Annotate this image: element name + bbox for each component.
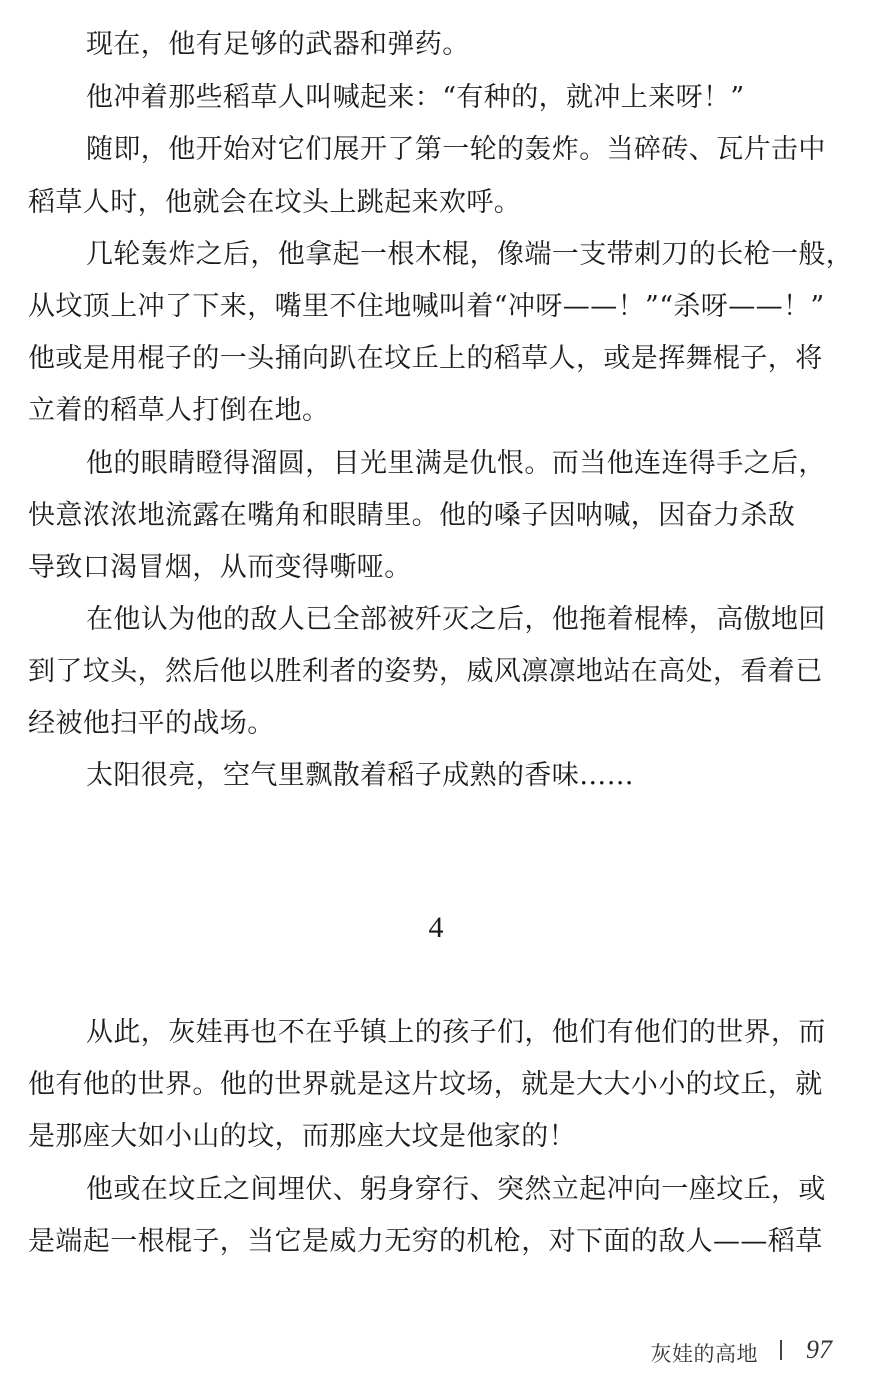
text-line: 他或是用棍子的一头捅向趴在坟丘上的稻草人，或是挥舞棍子，将 (28, 343, 823, 374)
page-number: 97 (806, 1335, 832, 1364)
text-line: 他的眼睛瞪得溜圆，目光里满是仇恨。而当他连连得手之后， (86, 448, 826, 479)
footer-separator (780, 1340, 782, 1360)
text-line: 到了坟头，然后他以胜利者的姿势，威风凛凛地站在高处，看着已 (28, 656, 823, 687)
text-line: 从坟顶上冲了下来，嘴里不住地喊叫着“冲呀——！”“杀呀——！” (28, 291, 825, 322)
page-footer (651, 1330, 833, 1370)
text-line: 他冲着那些稻草人叫喊起来：“有种的，就冲上来呀！” (86, 82, 745, 113)
text-line: 快意浓浓地流露在嘴角和眼睛里。他的嗓子因呐喊，因奋力杀敌 (28, 500, 796, 531)
text-line: 经被他扫平的战场。 (28, 708, 275, 739)
text-line: 太阳很亮，空气里飘散着稻子成熟的香味…… (86, 760, 634, 791)
text-line: 是那座大如小山的坟，而那座大坟是他家的！ (28, 1121, 576, 1152)
text-line: 立着的稻草人打倒在地。 (28, 395, 330, 426)
text-line: 随即，他开始对它们展开了第一轮的轰炸。当碎砖、瓦片击中 (86, 134, 826, 165)
chapter-number: 4 (428, 911, 444, 944)
text-line: 他有他的世界。他的世界就是这片坟场，就是大大小小的坟丘，就 (28, 1069, 823, 1100)
text-line: 他或在坟丘之间埋伏、躬身穿行、突然立起冲向一座坟丘，或 (86, 1174, 826, 1205)
text-line: 在他认为他的敌人已全部被歼灭之后，他拖着棍棒，高傲地回 (86, 604, 826, 635)
text-line: 现在，他有足够的武器和弹药。 (86, 29, 470, 60)
text-line: 从此，灰娃再也不在乎镇上的孩子们，他们有他们的世界，而 (86, 1017, 826, 1048)
text-line: 是端起一根棍子，当它是威力无穷的机枪，对下面的敌人——稻草 (28, 1226, 823, 1257)
text-line: 几轮轰炸之后，他拿起一根木棍，像端一支带刺刀的长枪一般， (86, 239, 854, 270)
text-line: 稻草人时，他就会在坟头上跳起来欢呼。 (28, 187, 522, 218)
running-title: 灰娃的高地 (650, 1342, 758, 1366)
text-line: 导致口渴冒烟，从而变得嘶哑。 (28, 552, 412, 583)
